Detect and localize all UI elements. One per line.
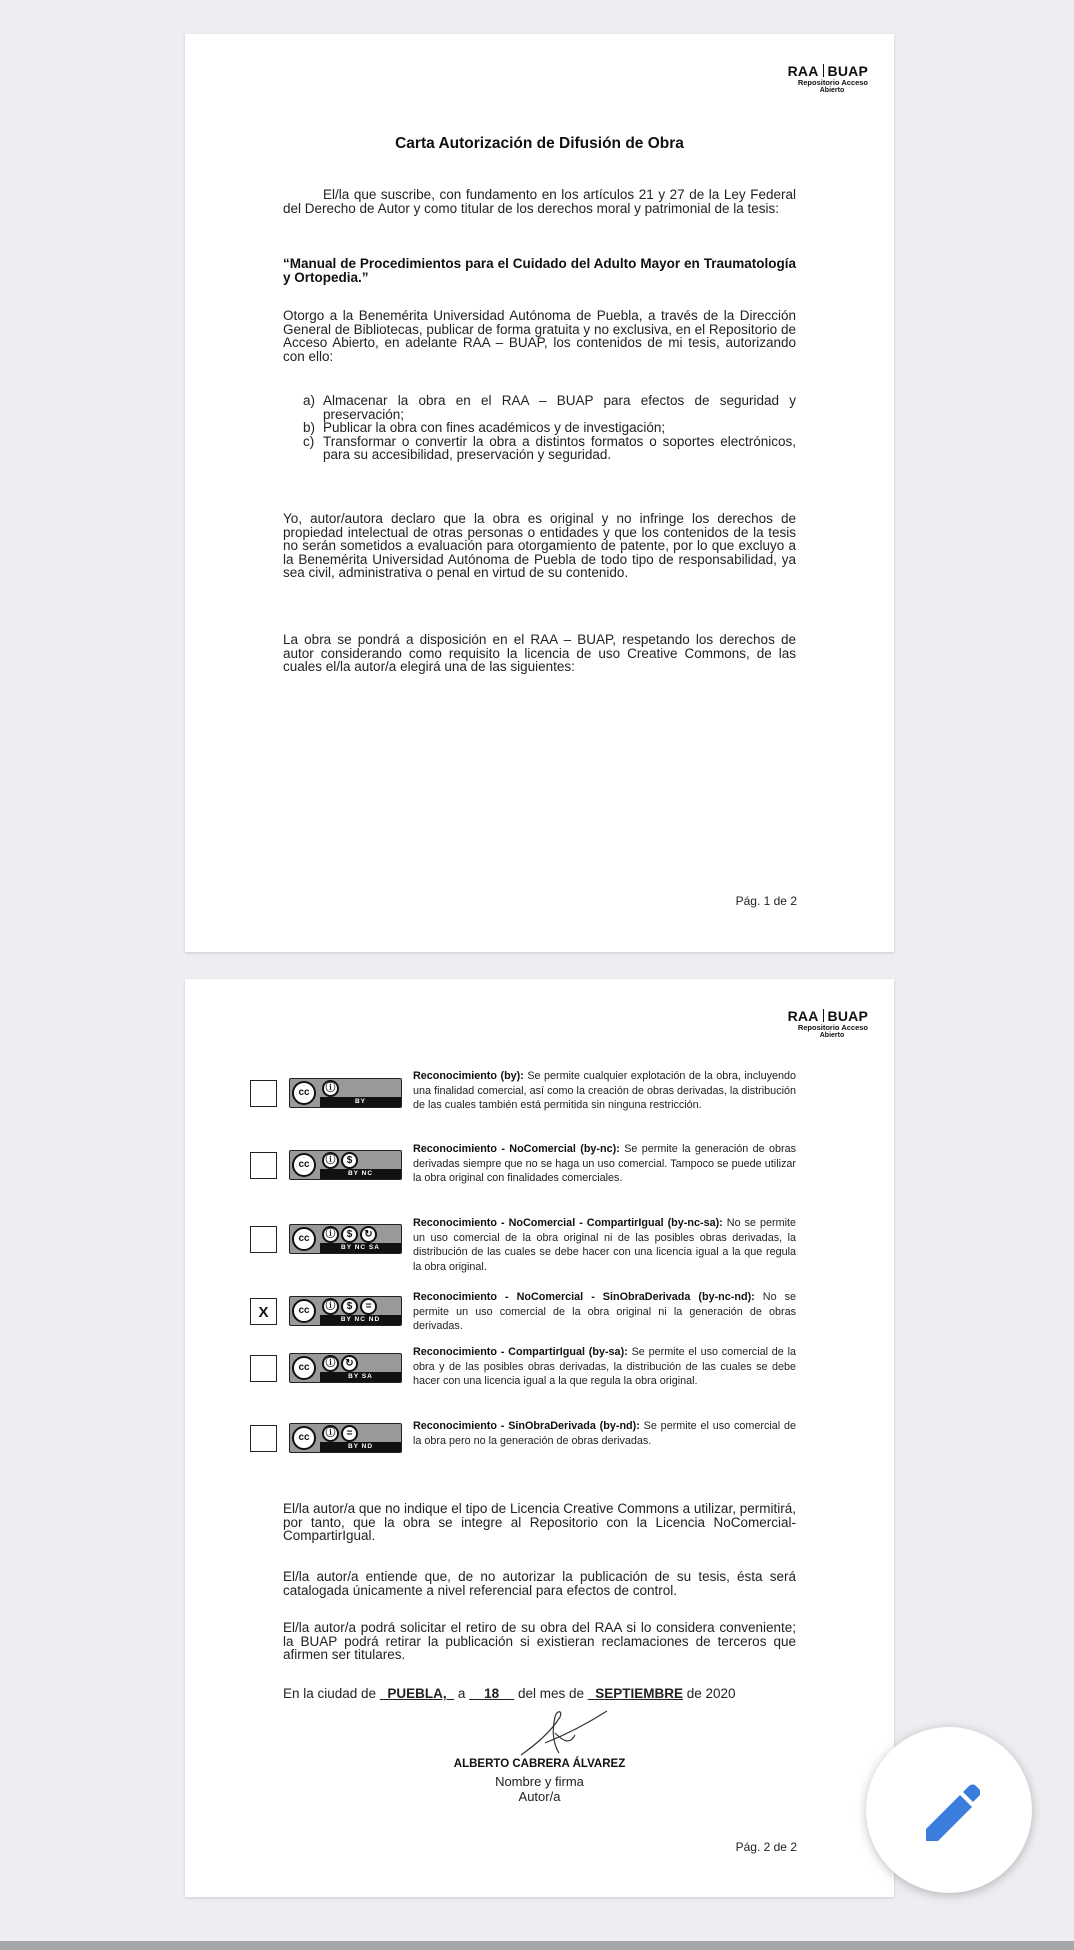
intro-paragraph: El/la que suscribe, con fundamento en los artículos 21 y 27 de la Ley Federal del Derecho de Autor y como titular de los derechos moral y patrimonial de la tesis: <box>283 187 796 216</box>
license-checkbox[interactable] <box>250 1152 277 1179</box>
signer-role: Autor/a <box>518 1789 561 1804</box>
cc-by-nc-nd-badge-icon: cc ⓘ $ = BY NC ND <box>289 1296 402 1326</box>
license-description: Reconocimiento - NoComercial - SinObraDerivada (by-nc-nd): No se permite un uso comercial de la obra original ni la generación de obras derivadas. <box>413 1291 796 1332</box>
license-option-by <box>250 1068 796 1128</box>
page-number: Pág. 1 de 2 <box>735 894 797 908</box>
license-checkbox[interactable] <box>250 1080 277 1107</box>
place-date-line: En la ciudad de _PUEBLA,_ a __18__ del mes de _SEPTIEMBRE de 2020 <box>283 1686 736 1701</box>
license-description: Reconocimiento - NoComercial - CompartirIgual (by-nc-sa): No se permite un uso comercial de la obra original ni de las posibles obras derivadas, la distribución de las cuales se debe hacer con una licencia igual a la que regula la obra original. <box>413 1217 797 1273</box>
availability-paragraph: La obra se pondrá a disposición en el RAA – BUAP, respetando los derechos de autor considerando como requisito la licencia de uso Creative Commons, de las cuales el/la autor/a elegirá una de las siguientes: <box>283 632 796 674</box>
license-checkbox[interactable] <box>250 1425 277 1452</box>
cc-by-nc-sa-badge-icon: cc ⓘ $ ↻ BY NC SA <box>289 1224 402 1254</box>
license-description: Reconocimiento - NoComercial (by-nc): Se permite la generación de obras derivadas siempre que no se haga un uso comercial. Tampoco se puede utilizar la obra original con finalidades comerciales. <box>413 1143 797 1184</box>
authorization-list <box>303 394 796 462</box>
license-option-by-sa <box>250 1345 796 1405</box>
declaration-paragraph: Yo, autor/autora declaro que la obra es original y no infringe los derechos de propiedad intelectual de otras personas o entidades y que los contenidos de la tesis no serán sometidos a evaluación para otorgamiento de patente, por lo que excluyo a la Benemérita Universidad Autónoma de Puebla de todo tipo de responsabilidad, ya sea civil, administrativa o penal en virtud de su contenido. <box>283 511 796 580</box>
list-item: a) Almacenar la obra en el RAA – BUAP para efectos de seguridad y preservación; <box>303 393 796 422</box>
cc-by-nc-badge-icon: cc ⓘ $ BY NC <box>289 1150 402 1180</box>
license-checkbox-checked[interactable]: X <box>250 1298 277 1325</box>
thesis-title: “Manual de Procedimientos para el Cuidado del Adulto Mayor en Traumatología y Ortopedia.” <box>283 256 796 285</box>
license-checkbox[interactable] <box>250 1355 277 1382</box>
license-description: Reconocimiento (by): Se permite cualquier explotación de la obra, incluyendo una finalidad comercial, así como la creación de obras derivadas, la distribución de las cuales también está permitida sin ninguna restricción. <box>413 1070 796 1111</box>
license-option-by-nc-nd <box>250 1290 796 1350</box>
signature-mark <box>515 1705 610 1765</box>
document-title: Carta Autorización de Difusión de Obra <box>395 135 684 152</box>
license-option-by-nc <box>250 1142 796 1202</box>
bottom-scroll-bar <box>0 1941 1074 1950</box>
list-item: c) Transformar o convertir la obra a distintos formatos o soportes electrónicos, para su accesibilidad, preservación y seguridad. <box>303 433 796 462</box>
cc-by-nd-badge-icon: cc ⓘ = BY ND <box>289 1423 402 1453</box>
license-option-by-nd <box>250 1419 796 1479</box>
pencil-icon <box>916 1779 980 1843</box>
signer-name: ALBERTO CABRERA ÁLVAREZ <box>453 1758 626 1770</box>
raa-buap-logo: RAA BUAP Repositorio Acceso Abierto <box>787 63 868 94</box>
default-license-paragraph: El/la autor/a que no indique el tipo de Licencia Creative Commons a utilizar, permitirá, por tanto, que la obra se integre al Repositorio con la Licencia NoComercial-CompartirIgual. <box>283 1501 796 1543</box>
refusal-paragraph: El/la autor/a entiende que, de no autorizar la publicación de su tesis, ésta será catalogada únicamente a nivel referencial para efectos de control. <box>283 1569 796 1598</box>
page-number: Pág. 2 de 2 <box>735 1840 797 1854</box>
document-page-1 <box>185 34 894 952</box>
document-page-2 <box>185 979 894 1897</box>
withdrawal-paragraph: El/la autor/a podrá solicitar el retiro de su obra del RAA si lo considera conveniente; la BUAP podrá retirar la publicación si existieran reclamaciones de terceros que afirmen ser titulares. <box>283 1620 796 1662</box>
grant-paragraph: Otorgo a la Benemérita Universidad Autónoma de Puebla, a través de la Dirección General de Bibliotecas, publicar de forma gratuita y no exclusiva, en el Repositorio de Acceso Abierto, en adelante RAA – BUAP, los contenidos de mi tesis, autorizando con ello: <box>283 308 796 364</box>
license-description: Reconocimiento - CompartirIgual (by-sa): Se permite el uso comercial de la obra y de las posibles obras derivadas, la distribución de las cuales se debe hacer con una licencia igual a la que regula la obra original. <box>413 1346 797 1387</box>
license-option-by-nc-sa <box>250 1216 796 1276</box>
signer-caption: Nombre y firma <box>495 1774 584 1789</box>
raa-buap-logo: RAA BUAP Repositorio Acceso Abierto <box>787 1008 868 1039</box>
list-item: b) Publicar la obra con fines académicos y de investigación; <box>303 420 666 435</box>
cc-by-badge-icon: cc ⓘ BY <box>289 1078 402 1108</box>
license-checkbox[interactable] <box>250 1226 277 1253</box>
license-description: Reconocimiento - SinObraDerivada (by-nd): Se permite el uso comercial de la obra pero no la generación de obras derivadas. <box>413 1420 796 1447</box>
cc-by-sa-badge-icon: cc ⓘ ↻ BY SA <box>289 1353 402 1383</box>
edit-fab-button[interactable] <box>866 1727 1032 1893</box>
